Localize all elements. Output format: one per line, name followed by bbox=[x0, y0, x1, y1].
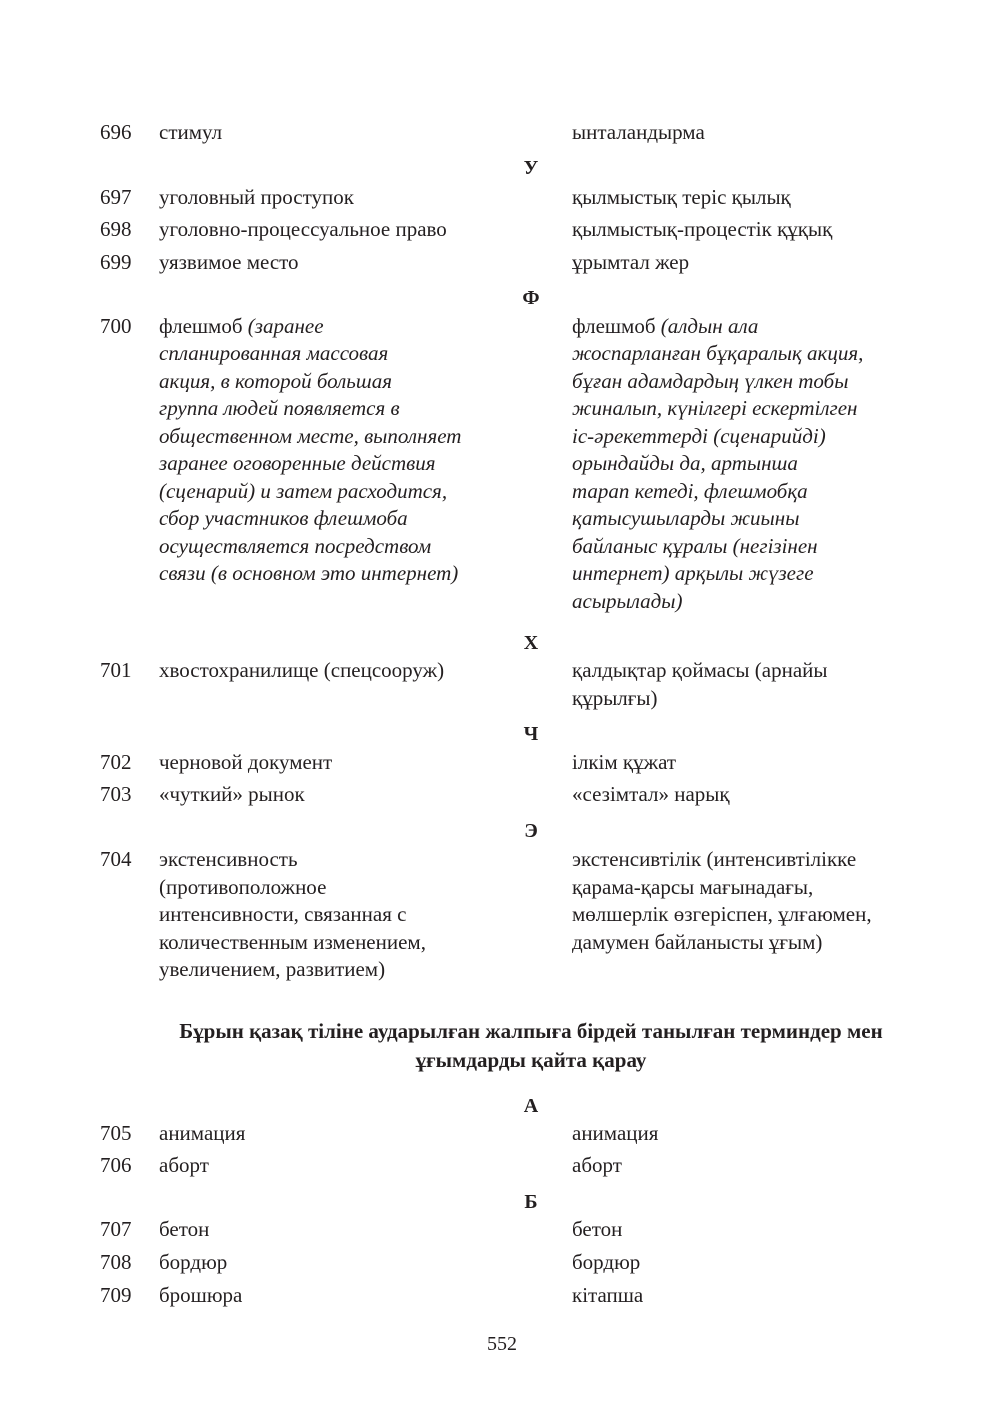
entry-number: 706 bbox=[100, 1153, 132, 1177]
russian-term bbox=[159, 313, 324, 341]
entry-number: 705 bbox=[100, 1121, 132, 1145]
term-definition: қатысушыларды жиыны bbox=[572, 506, 800, 530]
kazakh-term: ұрымтал жер bbox=[572, 250, 690, 274]
russian-term: аборт bbox=[159, 1153, 209, 1177]
section-heading: Бұрын қазақ тіліне аударылған жалпыға бірдей танылған терминдер мен bbox=[179, 1019, 883, 1043]
kazakh-term: аборт bbox=[572, 1153, 622, 1177]
entry-number: 709 bbox=[100, 1283, 132, 1307]
russian-term: уголовно-процессуальное право bbox=[159, 217, 447, 241]
term-definition: бұған адамдардың үлкен тобы bbox=[572, 369, 849, 393]
term-definition: байланыс құралы (негізінен bbox=[572, 534, 818, 558]
entry-number: 704 bbox=[100, 847, 132, 871]
term-definition: (алдын ала bbox=[660, 314, 759, 338]
entry-number: 700 bbox=[100, 314, 132, 338]
kazakh-term: экстенсивтілік (интенсивтілікке bbox=[572, 847, 857, 871]
russian-term: (противоположное bbox=[159, 875, 327, 899]
russian-term: интенсивности, связанная с bbox=[159, 902, 407, 926]
term-definition: жоспарланған бұқаралық акция, bbox=[572, 341, 864, 365]
term-definition: орындайды да, артынша bbox=[572, 451, 798, 475]
section-letter: У bbox=[523, 157, 539, 179]
russian-term: бордюр bbox=[159, 1250, 228, 1274]
kazakh-term: қылмыстық-процестік құқық bbox=[572, 217, 833, 241]
kazakh-term: бетон bbox=[572, 1217, 623, 1241]
section-letter: Б bbox=[524, 1191, 538, 1213]
russian-term: бетон bbox=[159, 1217, 210, 1241]
section-letter: А bbox=[523, 1095, 539, 1117]
russian-term: черновой документ bbox=[159, 750, 333, 774]
term-definition: осуществляется посредством bbox=[159, 534, 432, 558]
entry-number: 702 bbox=[100, 750, 132, 774]
section-letter: Х bbox=[523, 632, 539, 654]
entry-number: 701 bbox=[100, 658, 132, 682]
page-number: 552 bbox=[487, 1333, 517, 1355]
russian-term: увеличением, развитием) bbox=[159, 957, 386, 981]
section-letter: Ч bbox=[523, 723, 539, 745]
kazakh-term: қарама-қарсы мағынадағы, bbox=[572, 875, 814, 899]
kazakh-term: кітапша bbox=[572, 1283, 644, 1307]
section-letter: Ф bbox=[522, 287, 540, 309]
entry-number: 707 bbox=[100, 1217, 132, 1241]
entry-number: 703 bbox=[100, 782, 132, 806]
term-definition: жиналып, күнілгері ескертілген bbox=[572, 396, 858, 420]
term-definition: интернет) арқылы жүзеге bbox=[572, 561, 814, 585]
term-definition: (сценарий) и затем расходится, bbox=[159, 479, 448, 503]
section-letter: Э bbox=[524, 820, 538, 842]
term-definition: (заранее bbox=[247, 314, 324, 338]
kazakh-term: қылмыстық теріс қылық bbox=[572, 185, 791, 209]
russian-term: анимация bbox=[159, 1121, 246, 1145]
term-word: флешмоб bbox=[159, 314, 243, 338]
term-definition: спланированная массовая bbox=[159, 341, 389, 365]
kazakh-term: анимация bbox=[572, 1121, 659, 1145]
entry-number: 699 bbox=[100, 250, 132, 274]
kazakh-term bbox=[572, 313, 758, 341]
kazakh-term: құрылғы) bbox=[572, 686, 658, 710]
russian-term: «чуткий» рынок bbox=[159, 782, 305, 806]
kazakh-term: қалдықтар қоймасы (арнайы bbox=[572, 658, 828, 682]
section-heading: ұғымдарды қайта қарау bbox=[415, 1048, 647, 1072]
term-definition: связи (в основном это интернет) bbox=[159, 561, 459, 585]
term-definition: сбор участников флешмоба bbox=[159, 506, 408, 530]
term-definition: іс-әрекеттерді (сценарийді) bbox=[572, 424, 826, 448]
russian-term: количественным изменением, bbox=[159, 930, 426, 954]
term-word: флешмоб bbox=[572, 314, 656, 338]
kazakh-term: дамумен байланысты ұғым) bbox=[572, 930, 823, 954]
term-definition: заранее оговоренные действия bbox=[159, 451, 436, 475]
kazakh-term: ынталандырма bbox=[572, 120, 705, 144]
term-definition: тарап кетеді, флешмобқа bbox=[572, 479, 808, 503]
russian-term: уголовный проступок bbox=[159, 185, 354, 209]
term-definition: общественном месте, выполняет bbox=[159, 424, 462, 448]
russian-term: хвостохранилище (спецсооруж) bbox=[159, 658, 445, 682]
kazakh-term: мөлшерлік өзгеріспен, ұлғаюмен, bbox=[572, 902, 872, 926]
entry-number: 696 bbox=[100, 120, 132, 144]
term-definition: акция, в которой большая bbox=[159, 369, 392, 393]
entry-number: 697 bbox=[100, 185, 132, 209]
entry-number: 708 bbox=[100, 1250, 132, 1274]
russian-term: стимул bbox=[159, 120, 223, 144]
term-definition: группа людей появляется в bbox=[159, 396, 400, 420]
term-definition: асырылады) bbox=[572, 589, 683, 613]
russian-term: экстенсивность bbox=[159, 847, 298, 871]
russian-term: уязвимое место bbox=[159, 250, 299, 274]
kazakh-term: ілкім құжат bbox=[572, 750, 677, 774]
russian-term: брошюра bbox=[159, 1283, 243, 1307]
kazakh-term: «сезімтал» нарық bbox=[572, 782, 730, 806]
entry-number: 698 bbox=[100, 217, 132, 241]
kazakh-term: бордюр bbox=[572, 1250, 641, 1274]
